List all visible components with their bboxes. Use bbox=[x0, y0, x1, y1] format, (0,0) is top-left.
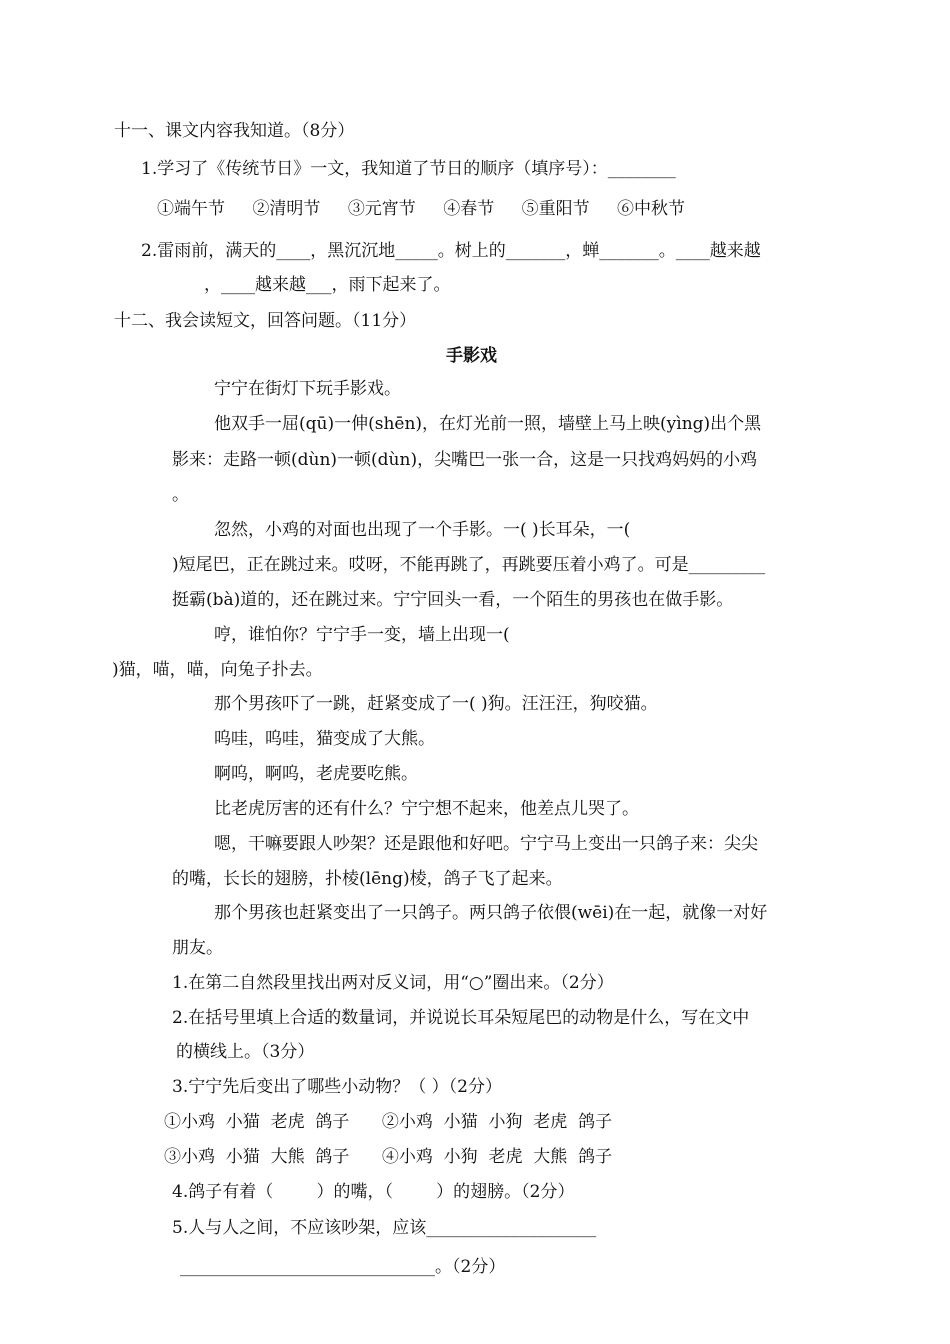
story-line: 呜哇，呜哇，猫变成了大熊。 bbox=[214, 729, 435, 749]
story-line: 。 bbox=[172, 485, 189, 505]
question-2-line: 2.雷雨前，满天的____，黑沉沉地_____。树上的_______，蝉_______。____越来越 bbox=[141, 241, 761, 261]
story-line: 那个男孩也赶紧变出了一只鸽子。两只鸽子依偎(wēi)在一起，就像一对好 bbox=[214, 903, 768, 923]
option: ⑥中秋节 bbox=[617, 199, 686, 219]
question-line: ______________________________。（2分） bbox=[180, 1257, 506, 1277]
question-line: 4.鸽子有着（ ）的嘴，（ ）的翅膀。（2分） bbox=[172, 1182, 575, 1202]
option: ⑤重阳节 bbox=[521, 199, 590, 219]
story-line: )短尾巴，正在跳过来。哎呀，不能再跳了，再跳要压着小鸡了。可是_________ bbox=[172, 555, 766, 575]
section-heading: 十二、我会读短文，回答问题。（11分） bbox=[114, 311, 417, 331]
option: ③元宵节 bbox=[347, 199, 416, 219]
option: ②清明节 bbox=[252, 199, 321, 219]
story-line: 影来：走路一顿(dùn)一顿(dùn)，尖嘴巴一张一合，这是一只找鸡妈妈的小鸡 bbox=[172, 450, 758, 470]
story-line: 的嘴，长长的翅膀，扑棱(lēng)棱，鸽子飞了起来。 bbox=[172, 869, 563, 889]
story-title: 手影戏 bbox=[446, 346, 497, 366]
option: ④春节 bbox=[443, 199, 495, 219]
question-line: 3.宁宁先后变出了哪些小动物？（ ）（2分） bbox=[172, 1077, 502, 1097]
options-row bbox=[157, 198, 685, 220]
question-line: 的横线上。（3分） bbox=[176, 1042, 315, 1062]
story-line: 嗯，干嘛要跟人吵架？还是跟他和好吧。宁宁马上变出一只鸽子来：尖尖 bbox=[214, 834, 758, 854]
story-line: 他双手一屈(qū)一伸(shēn)，在灯光前一照，墙壁上马上映(yìng)出个黑 bbox=[214, 414, 762, 434]
story-line: 那个男孩吓了一跳，赶紧变成了一( )狗。汪汪汪，狗咬猫。 bbox=[214, 694, 658, 714]
story-line: )猫，喵，喵，向兔子扑去。 bbox=[112, 660, 323, 680]
option: ①端午节 bbox=[157, 199, 225, 219]
section-heading: 十一、课文内容我知道。（8分） bbox=[114, 121, 355, 141]
story-line: 比老虎厉害的还有什么？宁宁想不起来，他差点儿哭了。 bbox=[214, 799, 639, 819]
question-1: 1.学习了《传统节日》一文，我知道了节日的顺序（填序号）：________ bbox=[141, 159, 676, 179]
story-line: 朋友。 bbox=[172, 938, 223, 958]
story-line: 挺霸(bà)道的，还在跳过来。宁宁回头一看，一个陌生的男孩也在做手影。 bbox=[172, 590, 734, 610]
story-line: 宁宁在街灯下玩手影戏。 bbox=[214, 379, 401, 399]
question-line: 5.人与人之间，不应该吵架，应该____________________ bbox=[172, 1218, 597, 1238]
question-2-line: ，____越来越___，雨下起来了。 bbox=[204, 275, 451, 295]
story-line: 忽然，小鸡的对面也出现了一个手影。一( )长耳朵，一( bbox=[214, 520, 631, 540]
answer-options: ①小鸡 小猫 老虎 鸽子 ②小鸡 小猫 小狗 老虎 鸽子 bbox=[164, 1112, 613, 1132]
story-line: 啊呜，啊呜，老虎要吃熊。 bbox=[214, 764, 418, 784]
question-line: 2.在括号里填上合适的数量词，并说说长耳朵短尾巴的动物是什么，写在文中 bbox=[172, 1008, 750, 1028]
answer-options: ③小鸡 小猫 大熊 鸽子 ④小鸡 小狗 老虎 大熊 鸽子 bbox=[164, 1147, 613, 1167]
question-line: 1.在第二自然段里找出两对反义词，用“○”圈出来。（2分） bbox=[172, 973, 614, 993]
story-line: 哼，谁怕你？宁宁手一变，墙上出现一( bbox=[214, 625, 510, 645]
